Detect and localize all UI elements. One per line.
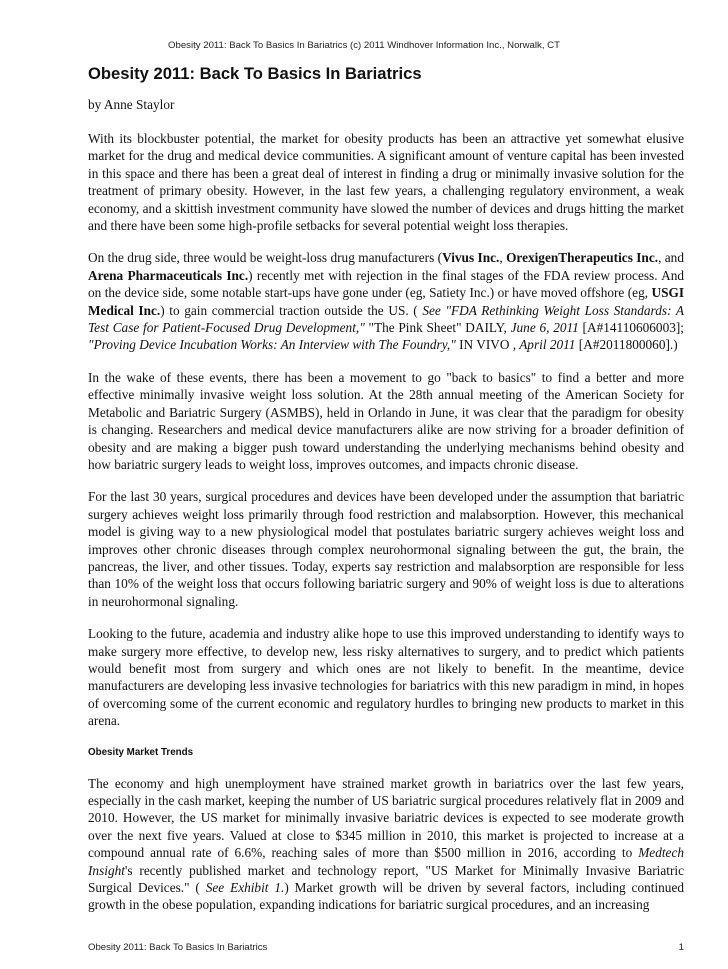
citation-date: June 6, 2011 [510,320,579,336]
citation-date: , April 2011 [512,337,576,353]
text-run: , [499,250,507,266]
text-run: The economy and high unemployment have strained market growth in bariatrics over the last few years, especially in the cash market, keeping the number of US bariatric surgical procedures relatively flat in 2009 and 2010. However, the US market for minimally invasive bariatric devices is expected to see moderate growth over the next five years. Valued at close to $345 million in 2010, this market is projected to increase at a compound annual rate of 6.6%, reaching sales of more than $500 million in 2016, according to [88,775,684,861]
source-medtech-insight: Medtech Insight [88,845,684,878]
citation-fda: See "FDA Rethinking Weight Loss Standards: A Test Case for Patient-Focused Drug Development," [88,302,685,336]
paragraph-intro: With its blockbuster potential, the market for obesity products has been an attractive yet somewhat elusive market for the drug and medical device communities. A significant amount of venture capital has been invested in this space and there has been a great deal of interest in finding a drug or minimally invasive solution for the treatment of primary obesity. However, in the last few years, a challenging regulatory environment, a weak economy, and a skittish investment community have slowed the number of devices and drugs hitting the market and there have been some high-profile setbacks for several potential weight loss therapies. [88,131,684,234]
company-vivus: Vivus Inc. [442,250,500,266]
footer-title: Obesity 2011: Back To Basics In Bariatrics [88,942,268,953]
text-run: 's recently published market and technology report, "US Market for Minimally Invasive Bariatric Surgical Devices." ( [88,862,684,896]
paragraph-paradigm: For the last 30 years, surgical procedures and devices have been developed under the assumption that bariatric surgery achieves weight loss primarily through food restriction and malabsorption. However, this mechanical model is giving way to a new physiological model that postulates bariatric surgery achieves weight loss and improves other chronic diseases through complex neurohormonal signaling between the gut, the brain, the pancreas, the liver, and other tissues. Today, experts say restriction and malabsorption are responsible for less than 10% of the weight loss that occurs following bariatric surgery and 90% of weight loss is due to alterations in neurohormonal signaling. [88,489,684,609]
paragraph-market-trends [88,775,684,914]
article-body [88,64,684,914]
text-run: IN VIVO [455,337,513,353]
page-footer [88,942,684,954]
exhibit-reference: See Exhibit 1. [205,880,285,896]
text-run: On the drug side, three would be weight-loss drug manufacturers ( [88,250,443,266]
company-usgi: USGI Medical Inc. [88,285,684,318]
text-run: ) Market growth will be driven by several factors, including continued growth in the obese population, expanding indications for bariatric surgical procedures, and an increasing [88,880,684,913]
text-run: , and [658,250,684,266]
text-run: ) to gain commercial traction outside the US. ( [160,302,423,318]
article-byline: by Anne Staylor [88,97,175,112]
section-heading: Obesity Market Trends [88,746,194,758]
paragraph-back-to-basics: In the wake of these events, there has been a movement to go "back to basics" to find a better and more effective minimally invasive weight loss solution. At the 28th annual meeting of the American Society for Metabolic and Bariatric Surgery (ASMBS), held in Orlando in June, it was clear that the paradigm for obesity is changing. Researchers and medical device manufacturers alike are now striving for a broader definition of obesity and are making a bigger push toward understanding the underlying mechanisms behind obesity and how bariatric surgery leads to weight loss, improves outcomes, and impacts chronic disease. [88,369,684,472]
paragraph-future: Looking to the future, academia and industry alike hope to use this improved understanding to identify ways to make surgery more effective, to develop new, less risky alternatives to surgery, and to predict which patients would benefit most from surgery and which ones are not likely to benefit. In the meantime, device manufacturers are developing less invasive technologies for bariatrics with this new paradigm in mind, in hopes of overcoming some of the current economic and regulatory hurdles to bringing new products to market in this arena. [88,626,684,729]
text-run: "The Pink Sheet" DAILY, [364,320,511,336]
text-run: [A#14110606003]; [578,320,684,336]
running-header: Obesity 2011: Back To Basics In Bariatrics (c) 2011 Windhover Information Inc., Norwalk, CT [168,40,560,51]
page-number: 1 [678,942,684,953]
text-run: ) recently met with rejection in the final stages of the FDA review process. And on the device side, some notable start-ups have gone under (eg, Satiety Inc.) or have moved offshore (eg, [88,267,684,301]
company-arena: Arena Pharmaceuticals Inc. [88,267,249,283]
paragraph-drug-side [88,249,684,353]
text-run: [A#2011800060].) [575,337,678,353]
article-title: Obesity 2011: Back To Basics In Bariatrics [88,64,422,83]
citation-foundry: "Proving Device Incubation Works: An Interview with The Foundry," [88,337,456,353]
company-orexigen: OrexigenTherapeutics Inc. [506,250,659,266]
